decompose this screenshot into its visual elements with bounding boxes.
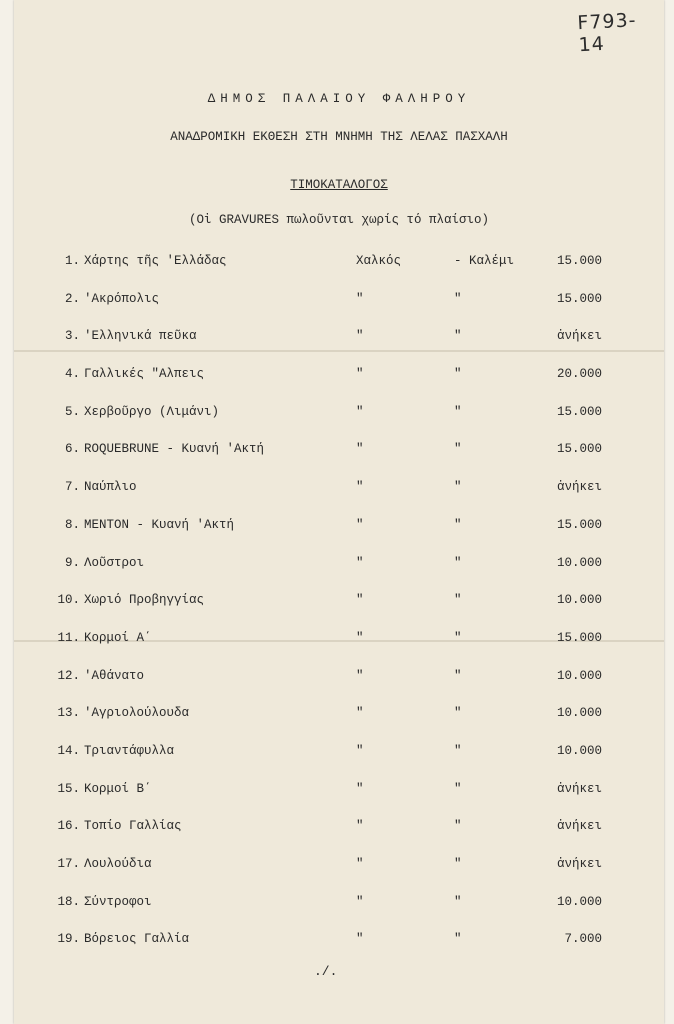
item-price: 15.000: [556, 630, 602, 645]
municipality-heading: ΔΗΜΟΣ ΠΑΛΑΙΟΥ ΦΑΛΗΡΟΥ: [207, 92, 471, 106]
document-page: [14, 0, 664, 1024]
item-number: 9.: [64, 555, 80, 570]
item-technique-detail: ": [454, 781, 462, 796]
item-title: ROQUEBRUNE - Κυανή 'Ακτή: [84, 442, 265, 457]
item-price: 15.000: [556, 517, 602, 532]
item-technique-detail: ": [454, 517, 462, 532]
item-technique-detail: ": [454, 480, 462, 495]
item-number: 19.: [57, 932, 80, 947]
item-technique-detail: ": [454, 894, 462, 909]
item-technique-detail: ": [454, 668, 462, 683]
item-title: Τοπίο Γαλλίας: [84, 819, 182, 834]
item-technique-detail: ": [454, 743, 462, 758]
item-number: 6.: [64, 442, 80, 457]
list-item: [14, 552, 664, 590]
item-technique-detail: ": [454, 706, 462, 721]
item-number: 16.: [57, 819, 80, 834]
item-technique-detail: ": [454, 404, 462, 419]
item-title: 'Αθάνατο: [84, 668, 145, 683]
item-technique: ": [356, 630, 364, 645]
item-price: 7.000: [564, 932, 602, 947]
handwritten-reference: F793- 14: [576, 9, 638, 57]
item-number: 5.: [64, 404, 80, 419]
item-number: 7.: [64, 480, 80, 495]
list-item: [14, 928, 664, 966]
item-price: 20.000: [556, 367, 602, 382]
item-title: Λοῦστροι: [84, 555, 145, 570]
item-title: Κορμοί Α΄: [84, 630, 152, 645]
item-title: 'Ελληνικά πεῦκα: [84, 329, 197, 344]
list-item: [14, 589, 664, 627]
list-item: [14, 363, 664, 401]
item-technique: Χαλκός: [356, 254, 402, 268]
item-technique-detail: ": [454, 819, 462, 834]
item-price: ἀνήκει: [556, 781, 602, 796]
item-number: 18.: [57, 894, 80, 909]
item-title: Τριαντάφυλλα: [84, 743, 175, 758]
item-price: 10.000: [556, 894, 602, 909]
item-number: 3.: [64, 329, 80, 344]
item-technique-detail: ": [454, 329, 462, 344]
item-price: ἀνήκει: [556, 329, 602, 344]
item-technique: ": [356, 706, 364, 721]
list-item: [14, 288, 664, 326]
item-title: Χωριό Προβηγγίας: [84, 593, 205, 608]
item-number: 11.: [57, 630, 80, 645]
list-item: [14, 891, 664, 929]
item-technique: ": [356, 291, 364, 306]
list-item: [14, 250, 664, 288]
item-technique: ": [356, 367, 364, 382]
item-technique: ": [356, 668, 364, 683]
item-technique-detail: ": [454, 291, 462, 306]
item-title: Βόρειος Γαλλία: [84, 932, 190, 947]
item-title: 'Ακρόπολις: [84, 291, 160, 306]
item-technique: ": [356, 517, 364, 532]
item-technique-detail: ": [454, 442, 462, 457]
list-item: [14, 778, 664, 816]
item-number: 17.: [57, 857, 80, 871]
item-price: ἀνήκει: [556, 819, 602, 834]
item-price: 15.000: [556, 442, 602, 457]
item-technique: ": [356, 932, 364, 947]
item-technique: ": [356, 329, 364, 344]
item-price: 10.000: [556, 706, 602, 721]
item-technique-detail: ": [454, 367, 462, 382]
list-item: [14, 740, 664, 778]
item-price: 10.000: [556, 593, 602, 608]
list-item: [14, 702, 664, 740]
frame-note: (Οἱ GRAVURES πωλοῦνται χωρίς τό πλαίσιο): [188, 213, 490, 227]
item-technique: ": [356, 819, 364, 834]
item-title: MENTON - Κυανή 'Ακτή: [84, 517, 235, 532]
item-title: Χάρτης τῆς 'Ελλάδας: [84, 254, 227, 268]
item-number: 14.: [57, 743, 80, 758]
list-item: [14, 627, 664, 665]
item-number: 15.: [57, 781, 80, 796]
item-title: 'Αγριολούλουδα: [84, 706, 190, 721]
list-item: [14, 325, 664, 363]
item-technique: ": [356, 781, 364, 796]
item-price: ἀνήκει: [556, 857, 602, 871]
item-number: 13.: [57, 706, 80, 721]
list-item: [14, 476, 664, 514]
item-title: Σύντροφοι: [84, 894, 152, 909]
item-title: Γαλλικές "Αλπεις: [84, 367, 205, 382]
item-technique-detail: ": [454, 630, 462, 645]
item-price: 10.000: [556, 555, 602, 570]
list-item: [14, 401, 664, 439]
item-price: ἀνήκει: [556, 480, 602, 495]
item-title: Λουλούδια: [84, 857, 152, 871]
item-number: 10.: [57, 593, 80, 608]
item-technique-detail: ": [454, 932, 462, 947]
item-number: 1.: [64, 254, 80, 268]
item-price: 15.000: [556, 254, 602, 268]
item-technique: ": [356, 743, 364, 758]
item-technique-detail: ": [454, 593, 462, 608]
list-item: [14, 438, 664, 476]
item-number: 4.: [64, 367, 80, 382]
item-technique: ": [356, 857, 364, 871]
item-price: 15.000: [556, 291, 602, 306]
item-technique: ": [356, 404, 364, 419]
item-technique: ": [356, 593, 364, 608]
item-title: Κορμοί Β΄: [84, 781, 152, 796]
list-item: [14, 665, 664, 703]
item-technique: ": [356, 894, 364, 909]
item-number: 2.: [64, 291, 80, 306]
item-price: 10.000: [556, 668, 602, 683]
item-technique-detail: ": [454, 857, 462, 871]
item-title: Ναύπλιο: [84, 480, 137, 495]
item-number: 8.: [64, 517, 80, 532]
item-technique: ": [356, 442, 364, 457]
item-price: 10.000: [556, 743, 602, 758]
list-item: [14, 514, 664, 552]
item-technique: ": [356, 555, 364, 570]
list-item: [14, 853, 664, 891]
continuation-mark: ./.: [314, 964, 338, 979]
price-list: [14, 250, 664, 966]
price-list-title: ΤΙΜΟΚΑΤΑΛΟΓΟΣ: [290, 178, 388, 192]
exhibition-title: ΑΝΑΔΡΟΜΙΚΗ ΕΚΘΕΣΗ ΣΤΗ ΜΝΗΜΗ ΤΗΣ ΛΕΛΑΣ ΠΑΣΧΑΛΗ: [170, 130, 508, 144]
item-number: 12.: [57, 668, 80, 683]
item-price: 15.000: [556, 404, 602, 419]
list-item: [14, 815, 664, 853]
item-technique: ": [356, 480, 364, 495]
item-technique-detail: ": [454, 555, 462, 570]
item-title: Χερβοῦργο (Λιμάνι): [84, 404, 220, 419]
item-technique-detail: - Καλέμι: [454, 254, 515, 268]
